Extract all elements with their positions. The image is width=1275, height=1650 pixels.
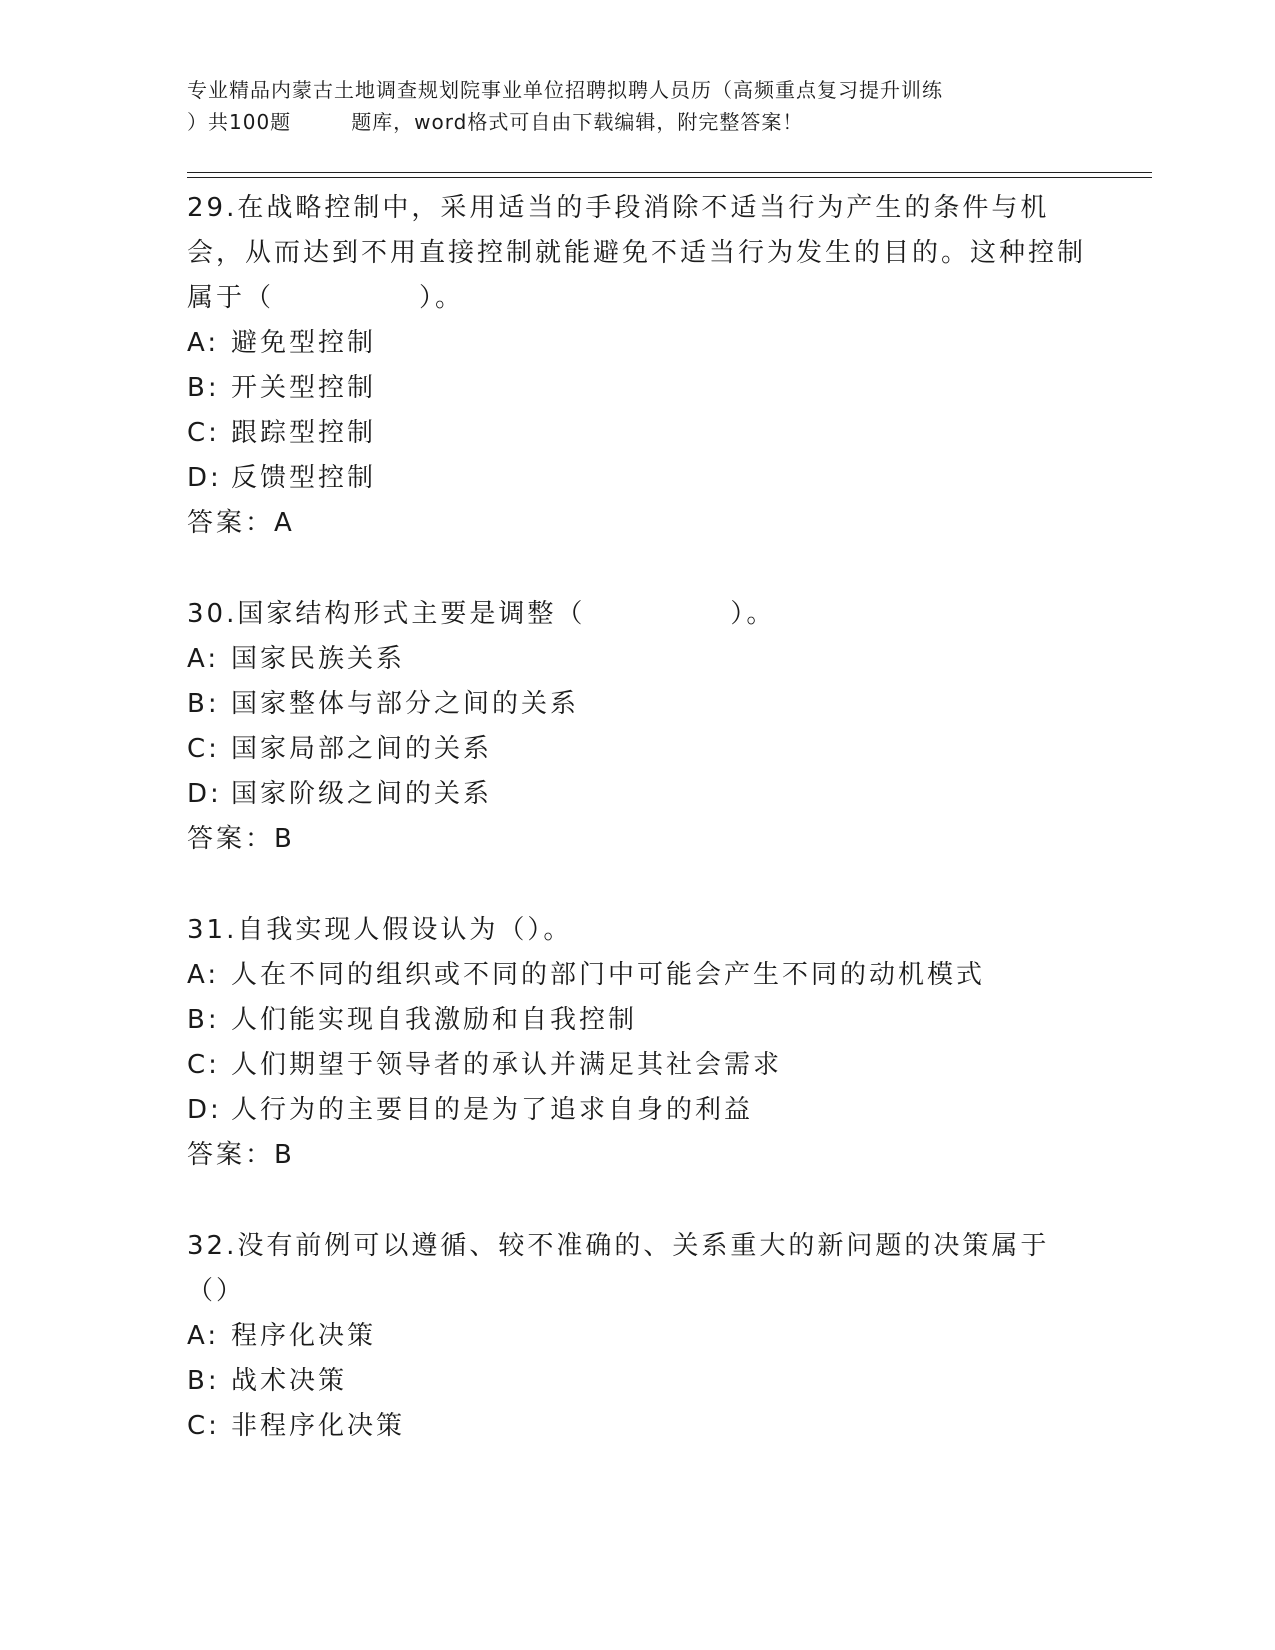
option-letter: B: bbox=[187, 373, 220, 403]
answer-line bbox=[187, 817, 1087, 862]
question-30 bbox=[187, 592, 1087, 862]
option-b bbox=[187, 366, 1087, 411]
option-c bbox=[187, 411, 1087, 456]
question-stem: 32.没有前例可以遵循、较不准确的、关系重大的新问题的决策属于（） bbox=[187, 1231, 1050, 1306]
header-line-2-end: 题库，word格式可自由下载编辑，附完整答案！ bbox=[351, 110, 804, 134]
option-b bbox=[187, 998, 1087, 1043]
header-divider-bottom bbox=[187, 177, 1152, 178]
option-letter: A: bbox=[187, 328, 220, 358]
option-letter: A: bbox=[187, 644, 220, 674]
option-text: 跟踪型控制 bbox=[231, 418, 377, 448]
question-29 bbox=[187, 186, 1087, 546]
answer-value: B bbox=[274, 824, 295, 854]
option-a bbox=[187, 637, 1087, 682]
option-letter: A: bbox=[187, 960, 220, 990]
question-stem: 29.在战略控制中，采用适当的手段消除不适当行为产生的条件与机会，从而达到不用直接控制就能避免不适当行为发生的目的。这种控制属于（ ）。 bbox=[187, 193, 1087, 313]
answer-value: B bbox=[274, 1140, 295, 1170]
question-31 bbox=[187, 908, 1087, 1178]
answer-label: 答案： bbox=[187, 1140, 275, 1170]
option-d bbox=[187, 772, 1087, 817]
option-a bbox=[187, 321, 1087, 366]
option-b bbox=[187, 1359, 1087, 1404]
option-text: 人行为的主要目的是为了追求自身的利益 bbox=[231, 1095, 754, 1125]
option-letter: D: bbox=[187, 779, 222, 809]
answer-label: 答案： bbox=[187, 508, 275, 538]
option-text: 国家民族关系 bbox=[231, 644, 406, 674]
option-letter: D: bbox=[187, 463, 222, 493]
option-text: 国家阶级之间的关系 bbox=[231, 779, 493, 809]
option-text: 国家整体与部分之间的关系 bbox=[231, 689, 580, 719]
option-letter: B: bbox=[187, 689, 220, 719]
option-a bbox=[187, 1314, 1087, 1359]
option-letter: C: bbox=[187, 1411, 220, 1441]
option-b bbox=[187, 682, 1087, 727]
option-c bbox=[187, 1404, 1087, 1449]
question-stem: 30.国家结构形式主要是调整（ ）。 bbox=[187, 599, 776, 629]
option-letter: B: bbox=[187, 1366, 220, 1396]
option-a bbox=[187, 953, 1087, 998]
option-text: 避免型控制 bbox=[231, 328, 377, 358]
option-text: 人们能实现自我激励和自我控制 bbox=[231, 1005, 638, 1035]
header-line-2-start: ）共100题 bbox=[187, 110, 292, 134]
option-c bbox=[187, 1043, 1087, 1088]
header-line-2 bbox=[187, 106, 1087, 138]
header-line-1: 专业精品内蒙古土地调查规划院事业单位招聘拟聘人员历（高频重点复习提升训练 bbox=[187, 78, 943, 102]
option-text: 战术决策 bbox=[231, 1366, 348, 1396]
question-stem: 31.自我实现人假设认为（）。 bbox=[187, 915, 573, 945]
answer-value: A bbox=[274, 508, 295, 538]
option-d bbox=[187, 1088, 1087, 1133]
option-letter: C: bbox=[187, 1050, 220, 1080]
question-list bbox=[187, 186, 1087, 1495]
answer-line bbox=[187, 501, 1087, 546]
option-text: 国家局部之间的关系 bbox=[231, 734, 493, 764]
document-header bbox=[187, 74, 1087, 138]
option-letter: D: bbox=[187, 1095, 222, 1125]
option-letter: C: bbox=[187, 418, 220, 448]
question-32 bbox=[187, 1224, 1087, 1449]
answer-line bbox=[187, 1133, 1087, 1178]
option-letter: B: bbox=[187, 1005, 220, 1035]
option-text: 程序化决策 bbox=[231, 1321, 377, 1351]
option-text: 开关型控制 bbox=[231, 373, 377, 403]
option-letter: C: bbox=[187, 734, 220, 764]
answer-label: 答案： bbox=[187, 824, 275, 854]
header-divider-top bbox=[187, 172, 1152, 173]
option-letter: A: bbox=[187, 1321, 220, 1351]
option-c bbox=[187, 727, 1087, 772]
option-text: 人们期望于领导者的承认并满足其社会需求 bbox=[231, 1050, 783, 1080]
option-text: 反馈型控制 bbox=[231, 463, 377, 493]
option-d bbox=[187, 456, 1087, 501]
option-text: 人在不同的组织或不同的部门中可能会产生不同的动机模式 bbox=[231, 960, 986, 990]
option-text: 非程序化决策 bbox=[231, 1411, 406, 1441]
